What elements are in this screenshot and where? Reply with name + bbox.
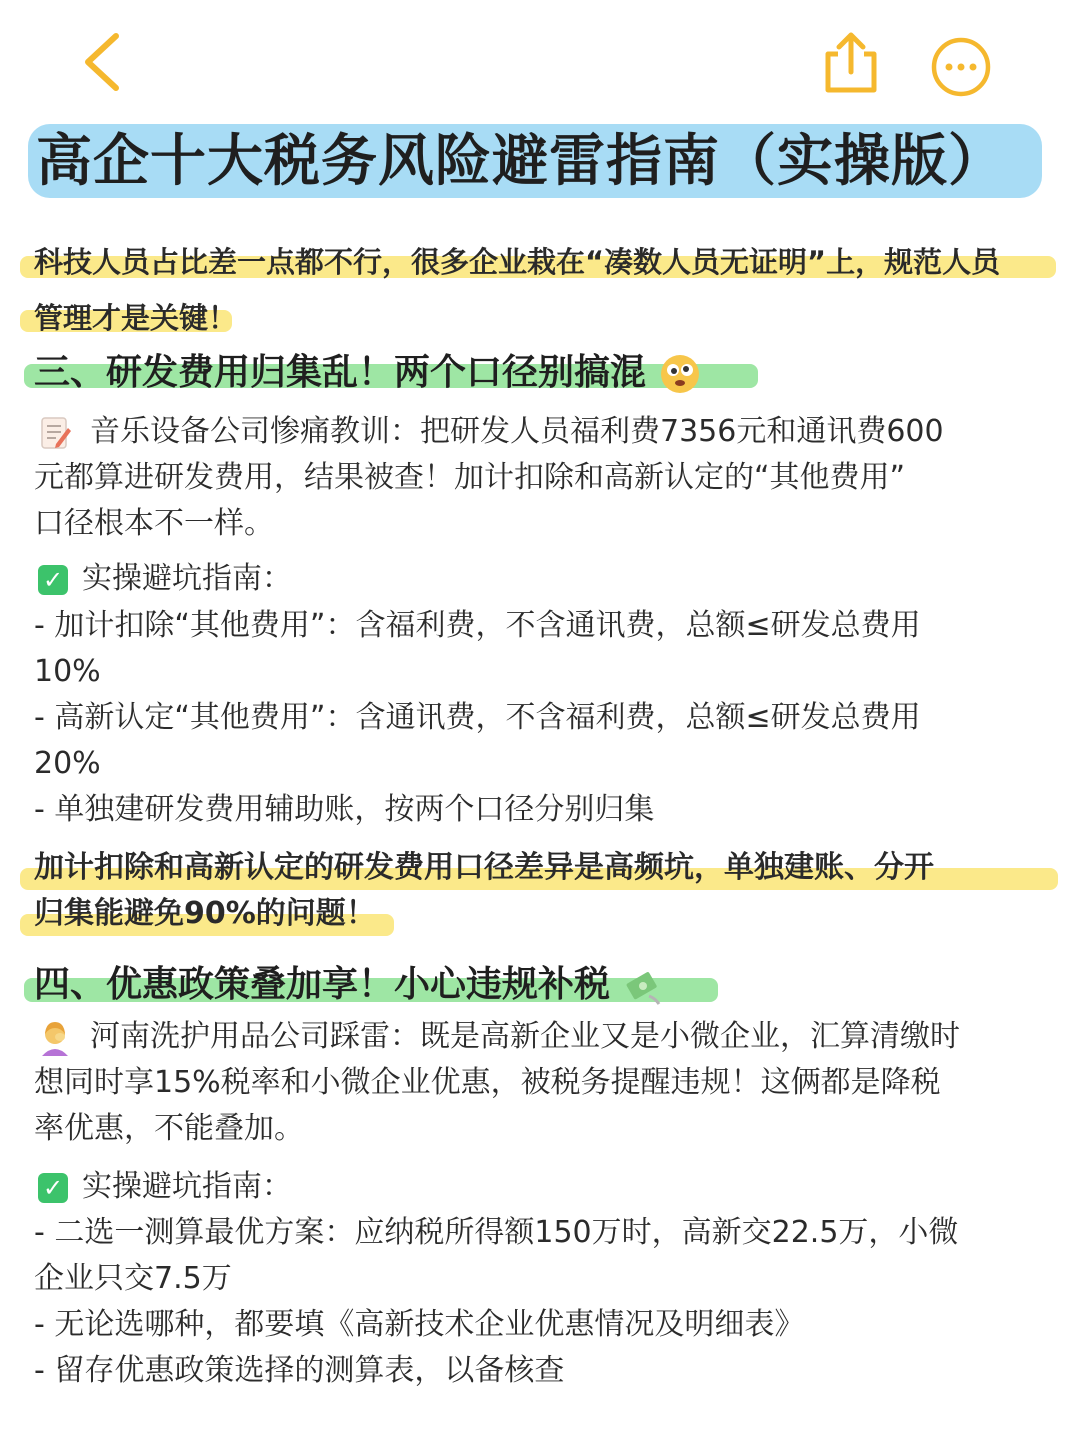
page-title: 高企十大税务风险避雷指南（实操版） <box>36 129 1005 194</box>
guide-title: ✓ 实操避坑指南： <box>38 556 1054 602</box>
case-line: 元都算进研发费用，结果被查！加计扣除和高新认定的“其他费用” <box>34 460 906 495</box>
share-icon[interactable] <box>822 30 880 96</box>
intro-line: 管理才是关键！ <box>34 301 238 335</box>
summary-line: 加计扣除和高新认定的研发费用口径差异是高频坑，单独建账、分开 <box>34 850 934 885</box>
guide-line: - 无论选哪种，都要填《高新技术企业优惠情况及明细表》 <box>34 1307 805 1342</box>
guide-line: 10% <box>34 654 101 689</box>
section-4-heading: 四、优惠政策叠加享！小心违规补税 <box>34 956 1050 1007</box>
guide-line: 20% <box>34 746 101 781</box>
case-line: 口径根本不一样。 <box>34 506 274 541</box>
person-facepalming-icon <box>38 1020 72 1056</box>
chevron-left-icon[interactable] <box>78 30 128 94</box>
case-paragraph: 河南洗护用品公司踩雷：既是高新企业又是小微企业，汇算清缴时 <box>34 1014 1050 1060</box>
money-with-wings-icon <box>623 966 663 1006</box>
guide-line: - 留存优惠政策选择的测算表，以备核查 <box>34 1353 565 1388</box>
guide-line: - 二选一测算最优方案：应纳税所得额150万时，高新交22.5万，小微 <box>34 1215 959 1250</box>
guide-line: 企业只交7.5万 <box>34 1261 232 1296</box>
check-mark-icon: ✓ <box>38 1173 68 1203</box>
guide-line: - 高新认定“其他费用”：含通讯费，不含福利费，总额≤研发总费用 <box>34 700 921 735</box>
section-3-heading: 三、研发费用归集乱！两个口径别搞混 <box>34 344 1050 395</box>
case-line: 率优惠，不能叠加。 <box>34 1111 304 1146</box>
summary-line: 归集能避免90%的问题！ <box>34 896 376 931</box>
dizzy-face-icon <box>659 353 701 395</box>
case-paragraph: 音乐设备公司惨痛教训：把研发人员福利费7356元和通讯费600 <box>34 409 1050 455</box>
check-mark-icon: ✓ <box>38 565 68 595</box>
guide-title: ✓ 实操避坑指南： <box>38 1164 1054 1210</box>
guide-line: - 单独建研发费用辅助账，按两个口径分别归集 <box>34 792 655 827</box>
guide-line: - 加计扣除“其他费用”：含福利费，不含通讯费，总额≤研发总费用 <box>34 608 921 643</box>
memo-icon <box>40 416 72 450</box>
case-line: 想同时享15%税率和小微企业优惠，被税务提醒违规！这俩都是降税 <box>34 1065 941 1100</box>
intro-line: 科技人员占比差一点都不行，很多企业栽在“凑数人员无证明”上，规范人员 <box>34 245 1001 279</box>
more-icon[interactable] <box>930 36 992 98</box>
top-nav-bar <box>0 0 1080 120</box>
